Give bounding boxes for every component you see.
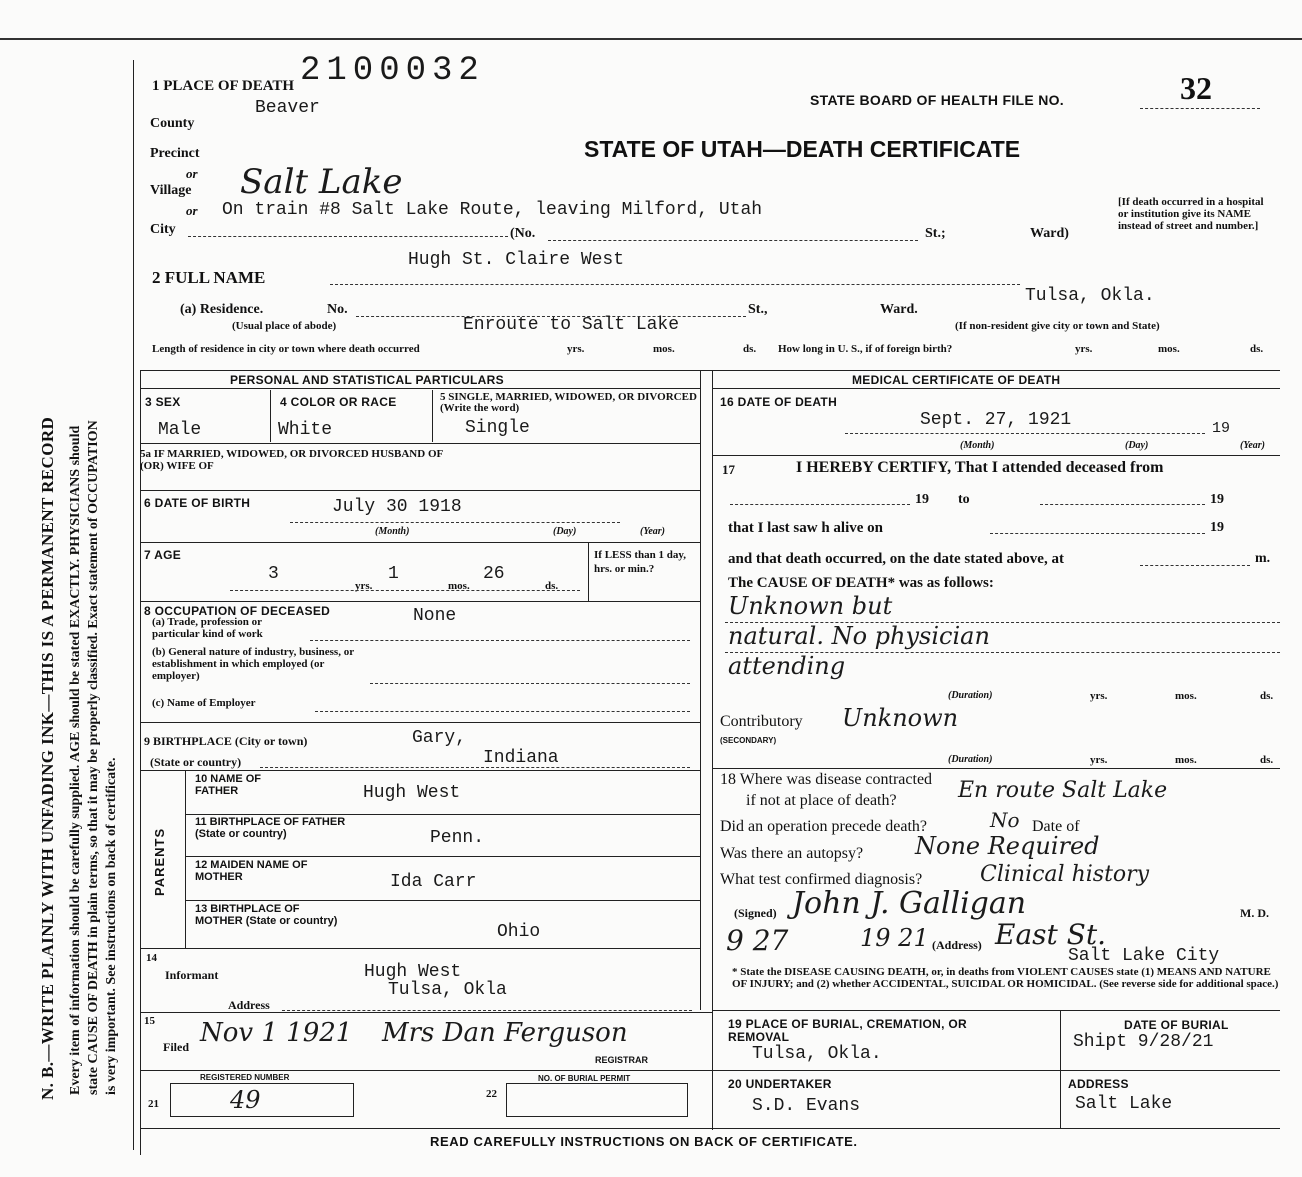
mother-birthplace-label: 13 BIRTHPLACE OF MOTHER (State or country) — [195, 903, 338, 927]
margin-note-3: state CAUSE OF DEATH in plain terms, so that it may be properly classified. Exact statement of OCCUPATION — [86, 420, 101, 1095]
foreign-yrs: yrs. — [1075, 343, 1093, 355]
full-name-label: 2 FULL NAME — [152, 268, 266, 287]
cause-footnote: * State the DISEASE CAUSING DEATH, or, in deaths from VIOLENT CAUSES state (1) MEANS AND NATURE OF INJURY; and (2) whether ACCIDENTAL, SUICIDAL OR HOMICIDAL. (See reverse side for additional space.) — [732, 966, 1279, 990]
file-no: 32 — [1180, 70, 1212, 106]
operation-date-label: Date of — [1032, 818, 1080, 835]
father-birthplace: Penn. — [430, 828, 485, 848]
occupation-b-label: (b) General nature of industry, business, or establishment in which employed (or employer) — [152, 646, 354, 682]
burial-place-label: 19 PLACE OF BURIAL, CREMATION, OR REMOVAL — [728, 1017, 968, 1044]
duration2-mos: mos. — [1175, 754, 1197, 766]
medical-header: MEDICAL CERTIFICATE OF DEATH — [852, 373, 1061, 387]
age-yrs-label: yrs. — [355, 580, 373, 592]
residence-value: Enroute to Salt Lake — [463, 315, 680, 335]
length-mos: mos. — [653, 343, 675, 355]
left-border — [133, 60, 134, 1150]
contracted-value: En route Salt Lake — [958, 778, 1168, 803]
registered-number: 49 — [230, 1086, 261, 1114]
age-ds-label: ds. — [545, 580, 559, 592]
last-19: 19 — [1210, 520, 1224, 535]
registrar-label: REGISTRAR — [595, 1055, 649, 1065]
parents-label: PARENTS — [152, 827, 167, 896]
file-no-label: STATE BOARD OF HEALTH FILE NO. — [810, 92, 1064, 108]
autopsy-label: Was there an autopsy? — [720, 845, 864, 862]
non-resident-note: (If non-resident give city or town and State) — [955, 320, 1160, 332]
duration2-ds: ds. — [1260, 754, 1274, 766]
physician-address: East St. — [995, 918, 1106, 951]
mother-value: Ida Carr — [390, 872, 477, 892]
burial-permit-label: NO. OF BURIAL PERMIT — [538, 1074, 631, 1083]
city-label: City — [150, 222, 176, 237]
marital-value: Single — [465, 418, 530, 438]
undertaker-address-label: ADDRESS — [1068, 1077, 1129, 1091]
autopsy-value: None Required — [915, 832, 1100, 860]
death-occurred-label: and that death occurred, on the date stated above, at — [728, 551, 1064, 567]
field-21: 21 — [148, 1098, 159, 1110]
death-month-label: (Month) — [960, 440, 995, 451]
operation-label: Did an operation precede death? — [720, 818, 928, 835]
death-19: 19 — [1212, 420, 1231, 437]
birthplace-label: 9 BIRTHPLACE (City or town) — [144, 734, 308, 748]
full-name-value: Hugh St. Claire West — [408, 250, 625, 270]
duration1-yrs: yrs. — [1090, 690, 1108, 702]
physician-address-label: (Address) — [932, 938, 982, 952]
spouse-label: 5a IF MARRIED, WIDOWED, OR DIVORCED HUSBAND OF (OR) WIFE OF — [140, 448, 443, 472]
filed-num: 15 — [144, 1015, 155, 1027]
m-label: m. — [1255, 551, 1271, 566]
length-of-residence-label: Length of residence in city or town where death occurred — [152, 343, 420, 355]
dob-year-label: (Year) — [640, 526, 665, 537]
foreign-ds: ds. — [1250, 343, 1264, 355]
md-label: M. D. — [1240, 906, 1269, 920]
foreign-birth-label: How long in U. S., if of foreign birth? — [778, 343, 953, 355]
residence-ward-label: Ward. — [880, 302, 918, 317]
county-label: County — [150, 116, 195, 131]
age-mos-label: mos. — [448, 580, 470, 592]
contributory-value: Unknown — [842, 704, 959, 732]
from-19: 19 — [915, 492, 929, 507]
personal-header: PERSONAL AND STATISTICAL PARTICULARS — [230, 373, 504, 387]
informant-num: 14 — [146, 952, 157, 964]
father-label: 10 NAME OF FATHER — [195, 773, 262, 797]
cause-line-3: attending — [728, 652, 846, 680]
death-day-label: (Day) — [1125, 440, 1149, 451]
informant-address-label: Address — [228, 998, 270, 1012]
county-value: Beaver — [255, 98, 320, 118]
operation-value: No — [990, 808, 1020, 832]
hospital-note: [If death occurred in a hospital or institution give its NAME instead of street and number.] — [1118, 196, 1264, 232]
filed-label: Filed — [163, 1040, 189, 1054]
birthplace-city: Gary, — [412, 728, 467, 748]
occupation-a-label: (a) Trade, profession or particular kind of work — [152, 616, 263, 640]
burial-date-label: DATE OF BURIAL — [1124, 1018, 1229, 1032]
length-yrs: yrs. — [567, 343, 585, 355]
top-edge — [0, 38, 1302, 40]
usual-abode-label: (Usual place of abode) — [232, 320, 337, 332]
foreign-mos: mos. — [1158, 343, 1180, 355]
or-1: or — [186, 166, 198, 181]
test-label: What test confirmed diagnosis? — [720, 871, 923, 888]
test-value: Clinical history — [980, 862, 1150, 887]
margin-note-4: is very important. See instructions on back of certificate. — [104, 757, 119, 1095]
less-than-day-label: If LESS than 1 day, hrs. or min.? — [594, 549, 687, 575]
burial-permit-box — [506, 1083, 688, 1117]
age-months: 1 — [388, 564, 399, 584]
burial-place: Tulsa, Okla. — [752, 1044, 882, 1064]
st-label: St.; — [925, 226, 946, 241]
undertaker-label: 20 UNDERTAKER — [728, 1077, 832, 1091]
death-year-label: (Year) — [1240, 440, 1265, 451]
signature-year: 19 21 — [860, 924, 929, 952]
dob-value: July 30 1918 — [332, 497, 462, 517]
physician-city: Salt Lake City — [1068, 946, 1220, 966]
contracted-label-2: if not at place of death? — [746, 792, 897, 809]
physician-signature: John J. Galligan — [792, 886, 1027, 921]
margin-note-1: N. B.—WRITE PLAINLY WITH UNFADING INK—THIS IS A PERMANENT RECORD — [38, 416, 57, 1100]
residence-label: (a) Residence. — [180, 302, 264, 317]
signed-label: (Signed) — [734, 906, 777, 920]
or-2: or — [186, 203, 198, 218]
sex-value: Male — [158, 420, 202, 440]
cause-label: The CAUSE OF DEATH* was as follows: — [728, 575, 994, 591]
duration1-ds: ds. — [1260, 690, 1274, 702]
date-of-death: Sept. 27, 1921 — [920, 410, 1072, 430]
father-value: Hugh West — [363, 783, 461, 803]
footer-instructions: READ CAREFULLY INSTRUCTIONS ON BACK OF CERTIFICATE. — [430, 1134, 858, 1149]
date-of-death-label: 16 DATE OF DEATH — [720, 395, 838, 409]
signature-date: 9 27 — [726, 924, 789, 957]
duration1-mos: mos. — [1175, 690, 1197, 702]
cause-line-1: Unknown but — [728, 592, 893, 620]
field-22: 22 — [486, 1088, 497, 1100]
no-label: (No. — [510, 226, 536, 241]
contributory-label: Contributory — [720, 713, 803, 730]
place-of-death-label: 1 PLACE OF DEATH — [152, 78, 295, 94]
to-19: 19 — [1210, 492, 1224, 507]
age-label: 7 AGE — [144, 548, 182, 562]
father-birthplace-label: 11 BIRTHPLACE OF FATHER (State or country) — [195, 816, 346, 840]
undertaker-value: S.D. Evans — [752, 1096, 861, 1116]
margin-note-2: Every item of information should be carefully supplied. AGE should be stated EXACTLY. PHYSICIANS should — [68, 425, 83, 1095]
residence-st-label: St., — [748, 302, 768, 317]
certificate-title: STATE OF UTAH—DEATH CERTIFICATE — [584, 136, 1021, 162]
duration-label-2: (Duration) — [948, 754, 993, 765]
age-years: 3 — [268, 564, 279, 584]
certify-text: I HEREBY CERTIFY, That I attended deceased from — [796, 459, 1164, 476]
length-ds: ds. — [743, 343, 757, 355]
residence-city: Tulsa, Okla. — [1025, 286, 1155, 306]
village-label: Village — [150, 183, 192, 198]
marital-label: 5 SINGLE, MARRIED, WIDOWED, OR DIVORCED (Write the word) — [440, 391, 697, 414]
burial-date: Shipt 9/28/21 — [1073, 1032, 1214, 1052]
dob-label: 6 DATE OF BIRTH — [144, 496, 251, 510]
mother-label: 12 MAIDEN NAME OF MOTHER — [195, 859, 308, 883]
certificate-number: 2100032 — [300, 52, 485, 90]
age-days: 26 — [483, 564, 505, 584]
ward-label: Ward) — [1030, 226, 1069, 241]
color-value: White — [278, 420, 333, 440]
undertaker-address: Salt Lake — [1075, 1094, 1173, 1114]
occupation-label: 8 OCCUPATION OF DECEASED — [144, 604, 331, 618]
occupation-value: None — [413, 606, 457, 626]
to-label: to — [958, 492, 970, 507]
informant-address: Tulsa, Okla — [388, 980, 507, 1000]
precinct-label: Precinct — [150, 146, 200, 161]
color-label: 4 COLOR OR RACE — [280, 395, 397, 409]
duration2-yrs: yrs. — [1090, 754, 1108, 766]
birthplace-state-label: (State or country) — [150, 755, 242, 769]
sex-label: 3 SEX — [145, 395, 181, 409]
registrar-signature: Mrs Dan Ferguson — [382, 1018, 628, 1048]
informant-label: Informant — [165, 968, 219, 982]
dob-month-label: (Month) — [375, 526, 410, 537]
duration-label-1: (Duration) — [948, 690, 993, 701]
filed-date: Nov 1 1921 — [200, 1018, 353, 1048]
village-value: Salt Lake — [240, 162, 403, 202]
cause-line-2: natural. No physician — [728, 622, 990, 650]
dob-day-label: (Day) — [553, 526, 577, 537]
certify-num: 17 — [722, 462, 735, 477]
employer-label: (c) Name of Employer — [152, 697, 256, 709]
last-saw-label: that I last saw h alive on — [728, 520, 884, 536]
mother-birthplace: Ohio — [497, 922, 541, 942]
birthplace-state: Indiana — [483, 748, 559, 768]
registered-number-label: REGISTERED NUMBER — [200, 1073, 290, 1082]
secondary-label: (SECONDARY) — [720, 736, 777, 745]
residence-no-label: No. — [327, 302, 348, 317]
registered-number-box — [170, 1083, 354, 1117]
informant-value: Hugh West — [364, 962, 462, 982]
contracted-label: 18 Where was disease contracted — [720, 771, 933, 788]
city-value: On train #8 Salt Lake Route, leaving Milford, Utah — [222, 200, 763, 220]
